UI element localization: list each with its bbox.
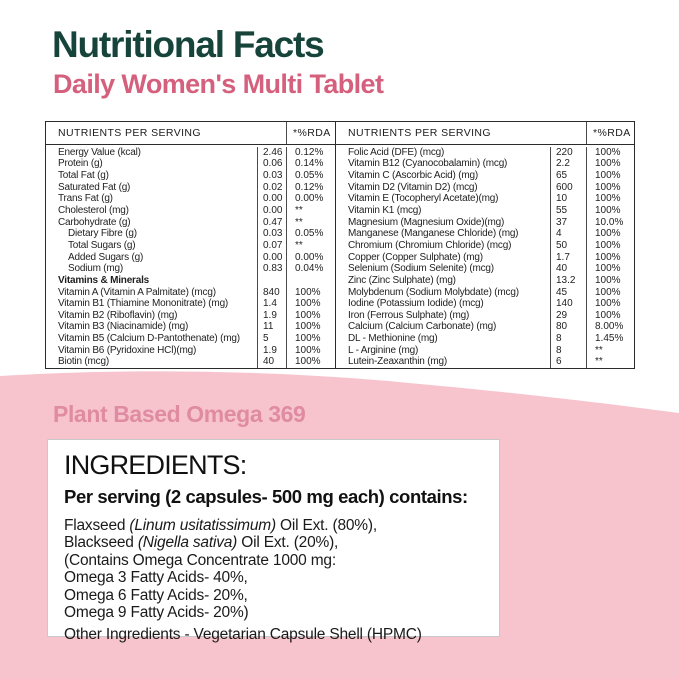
- ingredient-text: Flaxseed: [64, 517, 130, 534]
- nutrient-value: 0.07: [257, 240, 286, 252]
- ingredient-text: Blackseed: [64, 534, 138, 552]
- table-row: [46, 217, 335, 229]
- table-row: [46, 193, 335, 205]
- serving-line: Per serving (2 capsules- 500 mg each) contains:: [64, 486, 468, 507]
- table-row: [46, 158, 335, 170]
- nutrient-name: Vitamin E (Tocopheryl Acetate)(mg): [348, 193, 499, 205]
- nutrient-name: Manganese (Manganese Chloride) (mg): [348, 228, 519, 240]
- nutrient-name: Iron (Ferrous Sulphate) (mg): [348, 309, 470, 321]
- nutrient-value: 40: [257, 356, 286, 368]
- column-header-rda: *%RDA: [586, 122, 634, 144]
- nutrient-rda: **: [586, 356, 634, 368]
- nutrient-value: 40: [550, 263, 586, 275]
- nutrient-name: Zinc (Zinc Sulphate) (mg): [348, 274, 456, 286]
- table-row: [336, 252, 634, 264]
- ingredient-line: [64, 517, 483, 534]
- nutrient-name: Selenium (Sodium Selenite) (mcg): [348, 263, 494, 275]
- nutrient-name: Iodine (Potassium Iodide) (mcg): [348, 298, 484, 310]
- ingredient-line: [64, 587, 483, 604]
- ingredient-line: [64, 552, 483, 569]
- ingredient-text: Omega 6 Fatty Acids- 20%,: [64, 586, 248, 604]
- table-row: [336, 217, 634, 229]
- ingredient-lines: [64, 517, 483, 621]
- nutrition-facts-table: [45, 121, 635, 369]
- nutrient-name: Vitamin B2 (Riboflavin) (mg): [58, 309, 178, 321]
- table-row: [46, 287, 335, 299]
- nutrition-table-left-half: [46, 122, 335, 368]
- ingredient-text: Oil Ext. (20%),: [237, 534, 339, 552]
- nutrient-value: 29: [550, 310, 586, 322]
- table-row: [336, 263, 634, 275]
- nutrient-value: 0.02: [257, 182, 286, 194]
- nutrient-rda: 0.12%: [286, 147, 335, 159]
- table-row: [336, 240, 634, 252]
- ingredient-text: Oil Ext. (80%),: [275, 517, 377, 534]
- nutrient-name: Chromium (Chromium Chloride) (mcg): [348, 239, 512, 251]
- nutrient-name: Sodium (mg): [68, 263, 124, 275]
- table-header-left: [46, 122, 335, 145]
- table-row: [336, 158, 634, 170]
- nutrient-name: Vitamin B1 (Thiamine Mononitrate) (mg): [58, 298, 229, 310]
- table-row: [46, 182, 335, 194]
- nutrient-value: 50: [550, 240, 586, 252]
- nutrient-rda: 10.0%: [586, 217, 634, 229]
- table-row: [336, 310, 634, 322]
- nutrient-rda: 0.14%: [286, 158, 335, 170]
- table-row: [46, 321, 335, 333]
- nutrient-value: 37: [550, 217, 586, 229]
- ingredient-text: (Contains Omega Concentrate 1000 mg:: [64, 551, 336, 569]
- nutrient-rda: 100%: [286, 310, 335, 322]
- table-row: [336, 205, 634, 217]
- nutrient-value: 2.2: [550, 158, 586, 170]
- nutrient-value: 80: [550, 321, 586, 333]
- nutrient-value: 0.06: [257, 158, 286, 170]
- nutrient-value: 10: [550, 193, 586, 205]
- right-table-body: [336, 145, 634, 368]
- nutrient-rda: **: [286, 205, 335, 217]
- nutrient-name: Cholesterol (mg): [58, 205, 129, 217]
- table-row: [46, 170, 335, 182]
- nutrient-name: Vitamin B5 (Calcium D-Pantothenate) (mg): [58, 333, 240, 345]
- nutrient-rda: 0.00%: [286, 252, 335, 264]
- nutrient-name: Calcium (Calcium Carbonate) (mg): [348, 321, 497, 333]
- nutrient-rda: 100%: [586, 310, 634, 322]
- nutrient-rda: 100%: [586, 298, 634, 310]
- nutrient-rda: 100%: [286, 321, 335, 333]
- nutrient-rda: 100%: [586, 170, 634, 182]
- nutrient-value: 55: [550, 205, 586, 217]
- nutrient-value: 65: [550, 170, 586, 182]
- table-header-right: [336, 122, 634, 145]
- omega-section-heading: Plant Based Omega 369: [53, 401, 306, 427]
- nutrient-rda: 0.12%: [286, 182, 335, 194]
- nutrient-rda: 0.04%: [286, 263, 335, 275]
- nutrient-rda: **: [286, 240, 335, 252]
- ingredient-line: [64, 604, 483, 621]
- nutrient-name: Lutein-Zeaxanthin (mg): [348, 356, 447, 368]
- nutrient-name: Copper (Copper Sulphate) (mg): [348, 251, 483, 263]
- nutrient-value: 0.47: [257, 217, 286, 229]
- nutrient-value: 0.00: [257, 193, 286, 205]
- table-row: [46, 310, 335, 322]
- table-row: [336, 147, 634, 159]
- ingredient-text: Omega 9 Fatty Acids- 20%): [64, 604, 249, 622]
- nutrient-value: 0.00: [257, 252, 286, 264]
- ingredient-latin-name: (Linum usitatissimum): [129, 517, 276, 534]
- nutrient-rda: 100%: [286, 333, 335, 345]
- nutrient-name: Saturated Fat (g): [58, 181, 131, 193]
- table-row: [336, 287, 634, 299]
- nutrient-rda: 100%: [586, 263, 634, 275]
- nutrient-rda: 100%: [586, 182, 634, 194]
- nutrient-value: 45: [550, 287, 586, 299]
- table-row: [336, 321, 634, 333]
- nutrient-name: Carbohydrate (g): [58, 216, 131, 228]
- column-header-rda: *%RDA: [286, 122, 335, 144]
- nutrient-name: Vitamins & Minerals: [58, 274, 150, 286]
- column-header-nutrients: NUTRIENTS PER SERVING: [348, 126, 491, 139]
- page-title: Nutritional Facts: [52, 24, 324, 65]
- nutrient-rda: **: [586, 345, 634, 357]
- nutrient-name: Vitamin K1 (mcg): [348, 205, 422, 217]
- nutrient-value: 4: [550, 228, 586, 240]
- nutrient-rda: 100%: [586, 193, 634, 205]
- table-row: [336, 298, 634, 310]
- nutrient-name: DL - Methionine (mg): [348, 333, 438, 345]
- nutrient-rda: 0.00%: [286, 193, 335, 205]
- nutrient-value: 600: [550, 182, 586, 194]
- table-row: [336, 193, 634, 205]
- nutrient-rda: 100%: [586, 228, 634, 240]
- table-row: [46, 345, 335, 357]
- nutrient-rda: 100%: [286, 298, 335, 310]
- nutrient-value: 6: [550, 356, 586, 368]
- nutrient-rda: **: [286, 217, 335, 229]
- nutrient-value: 8: [550, 333, 586, 345]
- table-row: [46, 205, 335, 217]
- nutrient-value: 1.9: [257, 310, 286, 322]
- nutrient-name: Total Sugars (g): [68, 239, 136, 251]
- nutrient-rda: 100%: [586, 252, 634, 264]
- nutrient-name: Vitamin D2 (Vitamin D2) (mcg): [348, 181, 478, 193]
- nutrient-rda: 100%: [586, 275, 634, 287]
- nutrient-value: 1.4: [257, 298, 286, 310]
- table-row: [46, 147, 335, 159]
- nutrient-value: 1.7: [550, 252, 586, 264]
- ingredient-line: [64, 569, 483, 586]
- nutrient-name: Total Fat (g): [58, 170, 109, 182]
- other-ingredients-line: Other Ingredients - Vegetarian Capsule Shell (HPMC): [64, 626, 422, 644]
- nutrient-value: 0.00: [257, 205, 286, 217]
- nutrient-name: Vitamin B6 (Pyridoxine HCl)(mg): [58, 344, 197, 356]
- table-row: [46, 240, 335, 252]
- table-row: [336, 333, 634, 345]
- nutrient-rda: 100%: [286, 287, 335, 299]
- nutrient-name: Magnesium (Magnesium Oxide)(mg): [348, 216, 505, 228]
- table-row: [336, 170, 634, 182]
- table-row: [46, 333, 335, 345]
- table-row: [46, 228, 335, 240]
- nutrient-value: 0.03: [257, 170, 286, 182]
- nutrient-name: Molybdenum (Sodium Molybdate) (mcg): [348, 286, 519, 298]
- nutrient-rda: 100%: [286, 356, 335, 368]
- nutrient-name: Added Sugars (g): [68, 251, 144, 263]
- ingredients-title: INGREDIENTS:: [64, 450, 247, 480]
- nutrient-name: Trans Fat (g): [58, 193, 113, 205]
- nutrient-name: Vitamin C (Ascorbic Acid) (mg): [348, 170, 478, 182]
- nutrient-name: Energy Value (kcal): [58, 146, 141, 158]
- nutrient-rda: 100%: [586, 147, 634, 159]
- nutrient-name: L - Arginine (mg): [348, 344, 419, 356]
- nutrient-name: Dietary Fibre (g): [68, 228, 137, 240]
- nutrient-value: 140: [550, 298, 586, 310]
- table-row: [46, 263, 335, 275]
- table-row: [336, 275, 634, 287]
- nutrient-value: 220: [550, 147, 586, 159]
- nutrient-value: 840: [257, 287, 286, 299]
- nutrient-rda: [286, 275, 335, 287]
- nutrient-rda: 0.05%: [286, 170, 335, 182]
- ingredients-box: [47, 439, 500, 644]
- table-section-row: [46, 275, 335, 287]
- column-header-nutrients: NUTRIENTS PER SERVING: [58, 126, 201, 139]
- nutrition-table-right-half: [335, 122, 634, 368]
- left-table-body: [46, 145, 335, 368]
- nutrient-value: 5: [257, 333, 286, 345]
- nutrient-value: 13.2: [550, 275, 586, 287]
- nutrient-value: 11: [257, 321, 286, 333]
- nutrient-value: [257, 275, 286, 287]
- nutrient-name: Biotin (mcg): [58, 356, 109, 368]
- ingredient-text: Omega 3 Fatty Acids- 40%,: [64, 569, 248, 587]
- nutrient-name: Vitamin B3 (Niacinamide) (mg): [58, 321, 189, 333]
- nutrient-name: Vitamin B12 (Cyanocobalamin) (mcg): [348, 158, 508, 170]
- nutrient-name: Protein (g): [58, 158, 103, 170]
- nutrient-rda: 100%: [286, 345, 335, 357]
- nutrient-name: Folic Acid (DFE) (mcg): [348, 146, 445, 158]
- nutrient-value: 8: [550, 345, 586, 357]
- nutrient-rda: 100%: [586, 205, 634, 217]
- table-row: [336, 345, 634, 357]
- nutrient-rda: 100%: [586, 158, 634, 170]
- nutrient-rda: 100%: [586, 287, 634, 299]
- ingredient-line: [64, 534, 483, 551]
- page-subtitle: Daily Women's Multi Tablet: [53, 69, 384, 99]
- ingredient-latin-name: (Nigella sativa): [137, 534, 238, 552]
- table-row: [46, 298, 335, 310]
- nutrient-value: 0.83: [257, 263, 286, 275]
- nutrient-rda: 1.45%: [586, 333, 634, 345]
- table-row: [46, 252, 335, 264]
- nutrient-value: 0.03: [257, 228, 286, 240]
- nutrient-value: 1.9: [257, 345, 286, 357]
- table-row: [336, 228, 634, 240]
- nutrient-rda: 0.05%: [286, 228, 335, 240]
- nutrient-rda: 8.00%: [586, 321, 634, 333]
- nutrient-rda: 100%: [586, 240, 634, 252]
- nutrient-name: Vitamin A (Vitamin A Palmitate) (mcg): [58, 286, 216, 298]
- nutrient-value: 2.46: [257, 147, 286, 159]
- table-row: [336, 182, 634, 194]
